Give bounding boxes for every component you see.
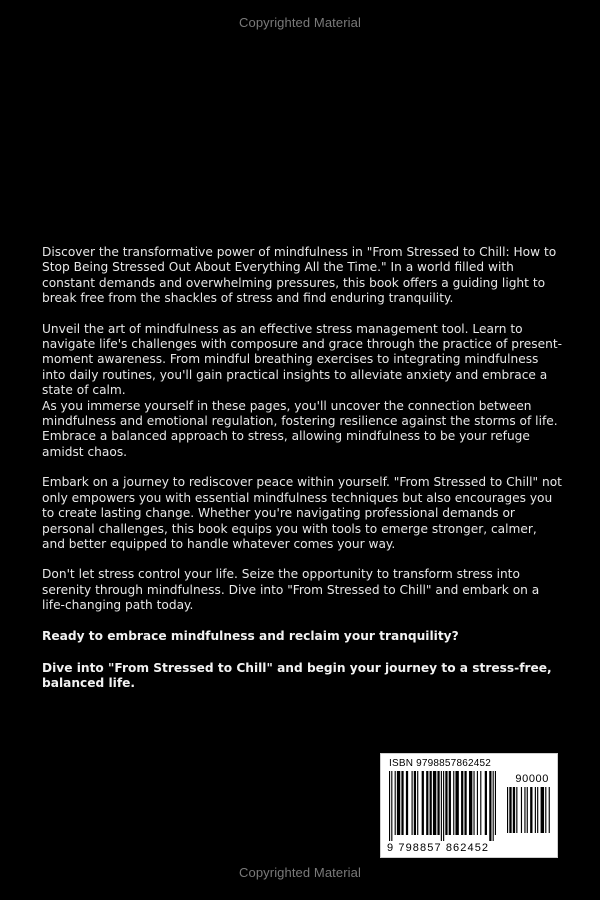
description-paragraph: Discover the transformative power of mindfulness in "From Stressed to Chill: How to Stop Being Stressed Out About Everything All the Time." In a world filled with constant demands and overwhelming pressures, this book offers a guiding light to break free from the shackles of stress and find enduring tranquility. [42, 245, 557, 306]
isbn-label: ISBN 9798857862452 [389, 758, 492, 769]
barcode-bar [493, 771, 494, 841]
barcode-bar [443, 771, 444, 841]
back-cover-description [42, 245, 562, 709]
barcode-bar [389, 771, 390, 841]
barcode-bar [535, 787, 536, 833]
barcode-bar [509, 787, 511, 833]
barcode-bar [422, 771, 424, 835]
barcode-bar [545, 787, 546, 833]
barcode-bar [507, 787, 508, 833]
barcode-bar [464, 771, 466, 835]
copyright-watermark-top: Copyrighted Material [239, 15, 361, 30]
barcode-bar [433, 771, 436, 835]
isbn-barcode [380, 753, 558, 858]
call-to-action: Ready to embrace mindfulness and reclaim your tranquility? [42, 628, 459, 643]
barcode-bar [537, 787, 538, 833]
barcode-bar [473, 771, 474, 835]
barcode-bar [513, 787, 515, 833]
barcode-bar [480, 771, 481, 835]
barcode-bar [541, 787, 544, 833]
description-paragraph: Embark on a journey to rediscover peace within yourself. "From Stressed to Chill" not only empowers you with essential mindfulness techniques but also encourages you to create lasting change. Whether you're navigating professional demands or personal challenges, this book equips you with tools to emerge stronger, calmer, and better equipped to handle whatever comes your way. [42, 475, 562, 551]
barcode-bar [461, 771, 463, 835]
barcode-bar [395, 771, 396, 835]
description-paragraph: As you immerse yourself in these pages, you'll uncover the connection between mindfulness and emotional regulation, fostering resilience against the storms of life. Embrace a balanced approach to stress, allowing mindfulness to be your refuge amidst chaos. [42, 398, 558, 459]
barcode-bar [489, 771, 491, 841]
barcode-bar [527, 787, 528, 833]
barcode-bar [397, 771, 400, 835]
barcode-bar [495, 771, 496, 835]
barcode-bar [401, 771, 403, 835]
barcode-bar [524, 787, 525, 833]
barcode-bar [437, 771, 439, 835]
barcode-bar [485, 771, 487, 835]
barcode-bar [516, 787, 517, 833]
barcode-bar [441, 771, 442, 841]
barcode-bar [445, 771, 447, 835]
barcode-bars-main [389, 771, 496, 841]
barcode-bar [521, 787, 522, 833]
barcode-bar [426, 771, 428, 835]
barcode-bar [549, 787, 550, 833]
description-paragraph: Unveil the art of mindfulness as an effective stress management tool. Learn to navigate life's challenges with composure and grace through the practice of present-moment awareness. From mindful breathing exercises to integrating mindfulness into daily routines, you'll gain practical insights to alleviate anxiety and embrace a state of calm. [42, 321, 562, 398]
description-paragraph: Don't let stress control your life. Seize the opportunity to transform stress into serenity through mindfulness. Dive into "From Stressed to Chill" and embark on a life-changing path today. [42, 567, 540, 613]
barcode-bar [391, 771, 392, 841]
barcode-bar [414, 771, 416, 835]
barcode-bar [406, 771, 408, 835]
price-code: 90000 [515, 773, 549, 785]
barcode-bar [417, 771, 418, 835]
barcode-bar [477, 771, 478, 835]
barcode-bar [455, 771, 458, 835]
barcode-bar [453, 771, 454, 835]
barcode-bar [469, 771, 472, 835]
call-to-action: Dive into "From Stressed to Chill" and begin your journey to a stress-free, balanced life. [42, 660, 552, 691]
isbn-digits: 9 798857 862452 [387, 842, 490, 854]
barcode-bar [412, 771, 413, 835]
barcode-bar [530, 787, 532, 833]
barcode-bars-addon [507, 787, 551, 839]
barcode-bar [430, 771, 432, 835]
barcode-bar [449, 771, 451, 835]
copyright-watermark-bottom: Copyrighted Material [239, 865, 361, 880]
